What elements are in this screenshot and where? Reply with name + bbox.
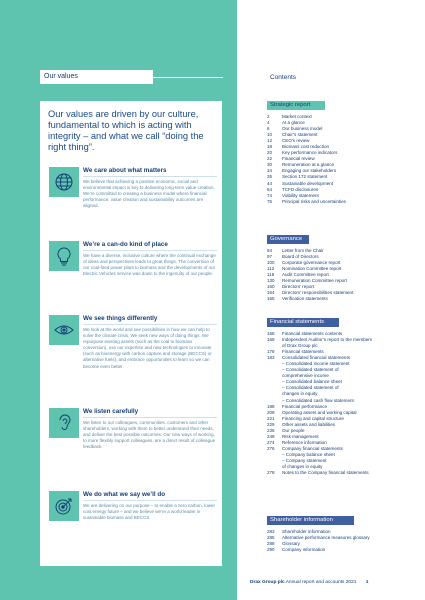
toc-entry-title: TCFD disclosures — [282, 186, 319, 192]
toc-page-number: 75 — [267, 198, 273, 204]
toc-page-number: 208 — [267, 409, 275, 415]
toc-page-number: 160 — [267, 284, 275, 290]
value-body: We have a diverse, inclusive culture where the continual exchange of ideas and perspectives leads to great things. The conversion of our coal-fired power plant to biomass and the developments of our Electric Vehicles service was down to the ingenuity of our people. — [83, 253, 216, 277]
ear-icon — [53, 412, 75, 434]
values-tab-label: Our values — [44, 73, 78, 80]
value-icon-box — [49, 241, 79, 271]
lightbulb-icon — [53, 245, 75, 267]
value-icon-box — [49, 167, 79, 197]
value-body: We are delivering on our purpose – to enable a zero carbon, lower cost energy future – and we believe we’re a world leader in sustainable biomass and BECCS. — [83, 503, 215, 521]
toc-entry-title: Directors’ report — [282, 284, 315, 290]
value-title: We do what we say we’ll do — [83, 491, 166, 498]
toc-entry-title: Engaging our stakeholders — [282, 168, 337, 174]
toc-entry-title: Other assets and liabilities — [282, 421, 336, 427]
eye-icon — [53, 319, 75, 341]
toc-entry-title: Shareholder information — [282, 529, 331, 534]
toc-entry-title: of Drax Group plc — [282, 343, 318, 349]
toc-entry-title: changes in equity — [282, 391, 318, 397]
toc-entry-title: comprehensive income — [282, 373, 329, 379]
toc-page-number: 100 — [267, 260, 275, 266]
toc-page-number: 168 — [267, 331, 275, 336]
toc-section-heading: Governance — [267, 235, 309, 244]
toc-page-number: 97 — [267, 254, 273, 260]
toc-page-number: 6 — [267, 126, 270, 132]
target-icon — [53, 495, 75, 517]
toc-page-number: 274 — [267, 439, 275, 445]
toc-entry-title: Reference information — [282, 439, 327, 445]
toc-entry-title: At a glance — [282, 120, 305, 126]
toc-page-number: 74 — [267, 192, 273, 198]
toc-entry[interactable] — [267, 470, 417, 476]
values-intro: Our values are driven by our culture, fundamental to which is acting with integrity – and what we call “doing the right thing”. — [48, 109, 204, 152]
value-divider — [83, 324, 217, 325]
toc-page-number: 12 — [267, 138, 273, 144]
toc-entry-title: Financing and capital structure — [282, 415, 344, 421]
toc-entry-title: Key performance indicators — [282, 150, 338, 156]
toc-entry-title: Financial performance — [282, 403, 327, 409]
toc-entry-title: – Company statement — [282, 457, 327, 463]
toc-entry-title: – Consolidated statement of — [282, 385, 339, 391]
toc-entry-title: Chair’s statement — [282, 132, 318, 138]
toc-page-number: 169 — [267, 337, 275, 343]
toc-entry-title: – Consolidated statement of — [282, 367, 339, 373]
toc-page-number: 22 — [267, 156, 273, 162]
toc-page-number: 278 — [267, 470, 275, 476]
toc-entry[interactable] — [267, 547, 417, 553]
footer-report: Annual report and accounts 2021 — [285, 580, 357, 585]
value-title: We’re a can-do kind of place — [83, 241, 168, 248]
footer-page-number: 1 — [365, 580, 369, 585]
toc-page-number: 112 — [267, 266, 275, 272]
toc-entry-title: Our people — [282, 427, 305, 433]
toc-entry-title: Consolidated financial statements — [282, 355, 350, 361]
value-divider — [83, 417, 217, 418]
value-divider — [83, 500, 217, 501]
toc-entry-title: Our business model — [282, 126, 323, 132]
toc-entry-title: Directors’ responsibilities statement — [282, 290, 354, 296]
toc-entry-title: – Consolidated balance sheet — [282, 379, 342, 385]
toc-page-number: 30 — [267, 162, 273, 168]
toc-entry-title: Financial statements contents — [282, 331, 343, 336]
contents-title: Contents — [270, 74, 297, 81]
toc-entry-title: Principal risks and uncertainties — [282, 198, 346, 204]
toc-page-number: 94 — [267, 248, 273, 253]
toc-page-number: 285 — [267, 535, 275, 541]
globe-icon — [53, 171, 75, 193]
toc-entry-title: Section 172 statement — [282, 174, 328, 180]
toc-entry[interactable] — [267, 296, 417, 302]
toc-page-number: 283 — [267, 529, 275, 534]
toc-list — [267, 248, 417, 302]
values-tab — [40, 70, 153, 84]
toc-entry-title: Company financial statements — [282, 445, 343, 451]
toc-page-number: 288 — [267, 541, 275, 547]
toc-entry-title: Glossary — [282, 541, 300, 547]
toc-page-number: 118 — [267, 272, 275, 278]
toc-page-number: 44 — [267, 180, 273, 186]
footer-company: Drax Group plc — [250, 580, 285, 585]
toc-list — [267, 114, 417, 205]
toc-entry-title: of changes in equity — [282, 464, 323, 470]
toc-entry-title: – Company balance sheet — [282, 451, 335, 457]
toc-page-number: 34 — [267, 168, 273, 174]
toc-entry-title: CEO’s review — [282, 138, 310, 144]
toc-entry-title: Remuneration Committee report — [282, 278, 347, 284]
value-body: We look at the world and see possibilities in how we can help to solve the climate crisis. We seek new ways of doing things. We repurpose existing assets (such as the coal to biomass conversion), use our expertise and new technologies to innovate (such as bioenergy with carbon capture and storage (BECCS) or alternative fuels), and embrace opportunities to learn so we can become even better. — [83, 327, 212, 369]
toc-list — [267, 331, 417, 476]
toc-entry-title: Operating assets and working capital — [282, 409, 357, 415]
toc-entry-title: Letter from the Chair — [282, 248, 324, 253]
toc-entry-title: Company information — [282, 547, 326, 553]
toc-page-number: 276 — [267, 445, 275, 451]
toc-list — [267, 529, 417, 553]
page-footer — [250, 580, 368, 585]
toc-page-number: 10 — [267, 132, 273, 138]
toc-page-number: 35 — [267, 174, 273, 180]
toc-entry[interactable] — [267, 199, 417, 205]
toc-page-number: 183 — [267, 355, 275, 361]
toc-entry-title: Board of Directors — [282, 254, 319, 260]
value-divider — [83, 250, 217, 251]
toc-entry-title: Biomass cost reduction — [282, 144, 330, 150]
value-title: We listen carefully — [83, 408, 139, 415]
toc-page-number: 236 — [267, 427, 275, 433]
value-title: We care about what matters — [83, 167, 167, 174]
toc-entry-title: Financial statements — [282, 349, 324, 355]
value-icon-box — [49, 408, 79, 438]
toc-entry-title: Corporate governance report — [282, 260, 341, 266]
value-divider — [83, 176, 217, 177]
toc-page-number: 164 — [267, 290, 275, 296]
toc-entry-title: Remuneration at a glance — [282, 162, 335, 168]
toc-entry-title: Viability statement — [282, 192, 319, 198]
toc-entry-title: Audit Committee report — [282, 272, 329, 278]
toc-entry-title: Sustainable development — [282, 180, 334, 186]
toc-page-number: 64 — [267, 186, 273, 192]
toc-page-number: 2 — [267, 114, 270, 119]
toc-entry-title: – Consolidated income statement — [282, 361, 350, 367]
toc-section-heading: Financial statements — [267, 318, 339, 327]
toc-entry-title: Verification statements — [282, 296, 328, 302]
value-icon-box — [49, 491, 79, 521]
toc-page-number: 229 — [267, 421, 275, 427]
toc-entry-title: Alternative performance measures glossary — [282, 535, 370, 541]
values-card — [40, 101, 222, 566]
toc-entry-title: Independent Auditor’s report to the members — [282, 337, 373, 343]
toc-page-number: 178 — [267, 349, 275, 355]
toc-page-number: 20 — [267, 150, 273, 156]
toc-entry-title: Risk management — [282, 433, 319, 439]
value-title: We see things differently — [83, 315, 158, 322]
toc-entry-title: Market context — [282, 114, 312, 119]
toc-page-number: 130 — [267, 278, 275, 284]
value-body: We listen to our colleagues, communities, customers and other shareholders, working with them to better understand their needs, and deliver the best possible outcomes. Our new ways of working, to more flexibly support colleagues, are a direct result of colleague feedback. — [83, 420, 216, 450]
toc-page-number: 188 — [267, 403, 275, 409]
values-divider — [153, 77, 223, 78]
toc-section-heading: Strategic report — [267, 101, 325, 110]
toc-entry-title: – Consolidated cash flow statement — [282, 397, 354, 403]
value-body: We believe that achieving a positive economic, social and environmental impact is key to delivering long-term value creation. We’re committed to creating a business model where financial performance, value creation and sustainability outcomes are aligned. — [83, 179, 215, 209]
toc-entry-title: Notes to the Company financial statements — [282, 470, 369, 476]
toc-page-number: 4 — [267, 120, 270, 126]
toc-page-number: 221 — [267, 415, 275, 421]
toc-page-number: 290 — [267, 547, 275, 553]
toc-section-heading: Shareholder information — [267, 516, 354, 525]
toc-page-number: 248 — [267, 433, 275, 439]
toc-page-number: 165 — [267, 296, 275, 302]
toc-entry-title: Nomination Committee report — [282, 266, 342, 272]
value-icon-box — [49, 315, 79, 345]
toc-page-number: 18 — [267, 144, 273, 150]
toc-entry-title: Financial review — [282, 156, 315, 162]
